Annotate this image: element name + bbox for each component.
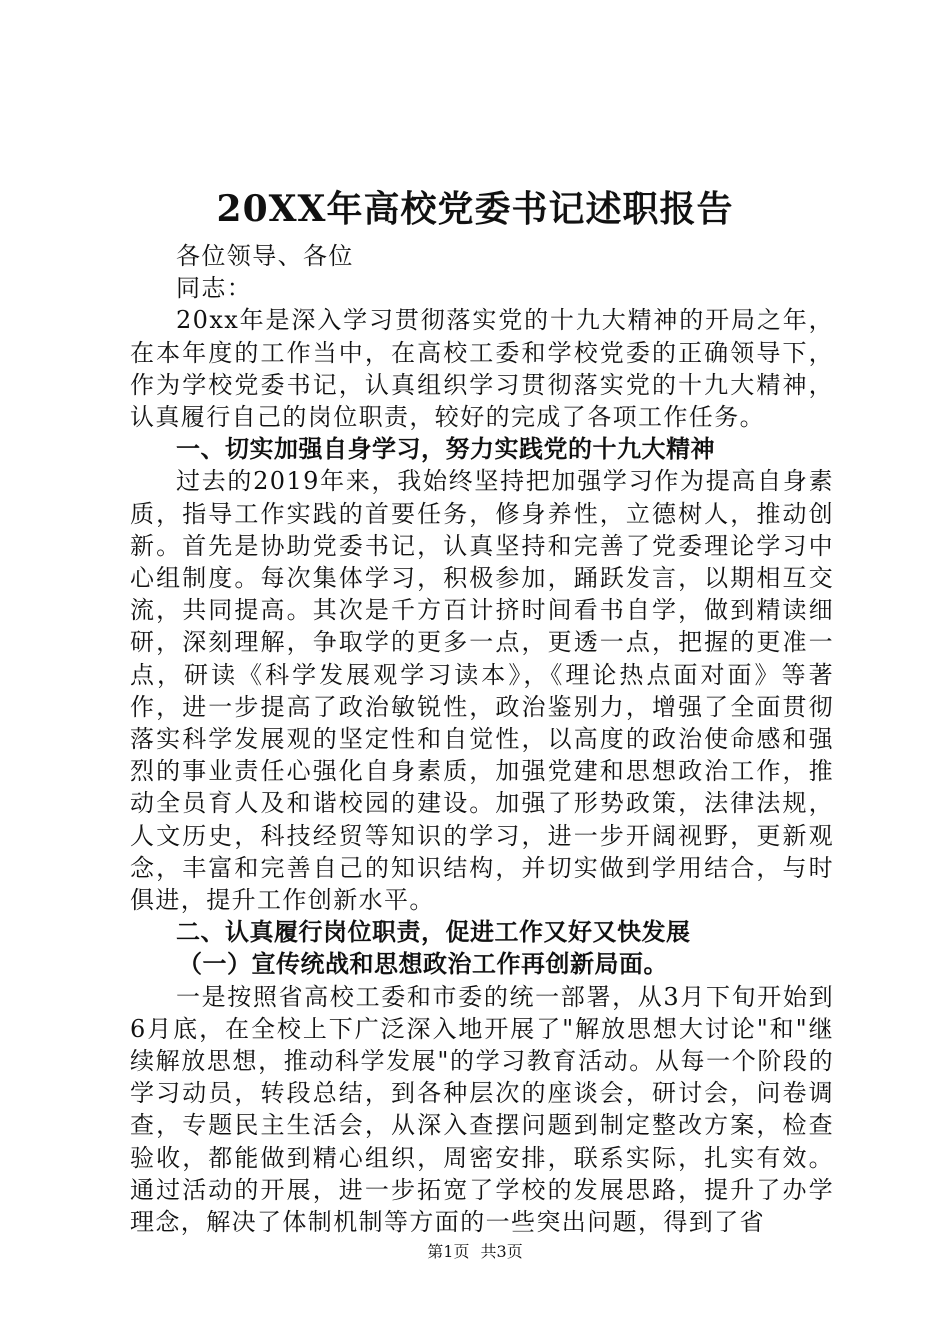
document-body [130,240,834,1238]
page-footer [0,1240,950,1264]
section-2-1-paragraph: 一是按照省高校工委和市委的统一部署，从3月下旬开始到6月底，在全校上下广泛深入地开展了"解放思想大讨论"和"继续解放思想，推动科学发展"的学习教育活动。从每一个阶段的学习动员，转段总结，到各种层次的座谈会，研讨会，问卷调查，专题民主生活会，从深入查摆问题到制定整改方案，检查验收，都能做到精心组织，周密安排，联系实际，扎实有效。通过活动的开展，进一步拓宽了学校的发展思路，提升了办学理念，解决了体制机制等方面的一些突出问题，得到了省 [130,982,834,1237]
section-heading-1: 一、切实加强自身学习，努力实践党的十九大精神 [176,434,715,464]
subsection-heading-2-1: （一）宣传统战和思想政治工作再创新局面。 [178,949,668,979]
page-number: 第1页 [427,1242,470,1261]
intro-paragraph: 20xx年是深入学习贯彻落实党的十九大精神的开局之年，在本年度的工作当中，在高校工委和学校党委的正确领导下，作为学校党委书记，认真组织学习贯彻落实党的十九大精神，认真履行自己的岗位职责，较好的完成了各项工作任务。 [130,306,834,432]
section-heading-2: 二、认真履行岗位职责，促进工作又好又快发展 [176,917,691,947]
salutation-line-2: 同志： [176,274,253,303]
page-total: 共3页 [480,1242,523,1261]
salutation-line-1: 各位领导、各位 [176,242,354,270]
section-1-paragraph: 过去的2019年来，我始终坚持把加强学习作为提高自身素质，指导工作实践的首要任务，修身养性，立德树人，推动创新。首先是协助党委书记，认真坚持和完善了党委理论学习中心组制度。每次集体学习，积极参加，踊跃发言，以期相互交流，共同提高。其次是千方百计挤时间看书自学，做到精读细研，深刻理解，争取学的更多一点，更透一点，把握的更准一点，研读《科学发展观学习读本》，《理论热点面对面》等著作，进一步提高了政治敏锐性，政治鉴别力，增强了全面贯彻落实科学发展观的坚定性和自觉性，以高度的政治使命感和强烈的事业责任心强化自身素质，加强党建和思想政治工作，推动全员育人及和谐校园的建设。加强了形势政策，法律法规，人文历史，科技经贸等知识的学习，进一步开阔视野，更新观念，丰富和完善自己的知识结构，并切实做到学用结合，与时俱进，提升工作创新水平。 [130,467,834,915]
document-title: 20XX年高校党委书记述职报告 [216,188,734,230]
